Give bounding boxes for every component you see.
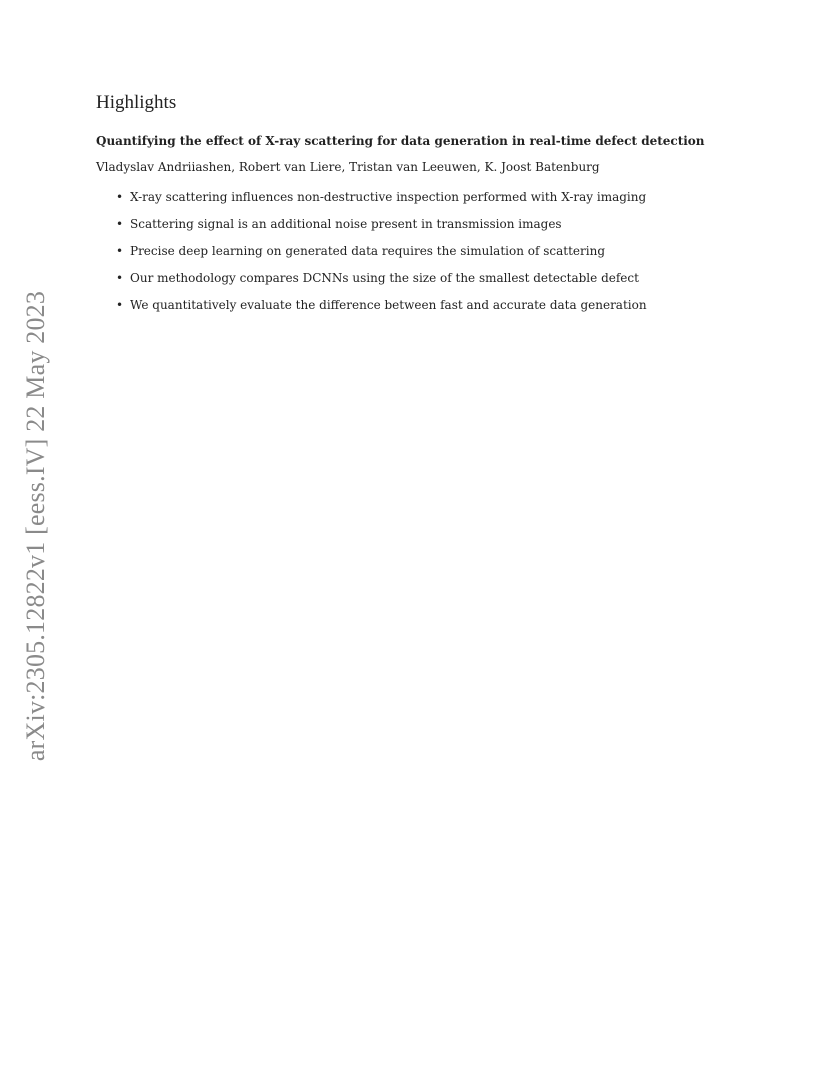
highlight-text: Scattering signal is an additional noise present in transmission images [130, 217, 562, 231]
highlights-list [96, 188, 756, 314]
paper-title: Quantifying the effect of X-ray scattering for data generation in real-time defect detection [96, 134, 705, 148]
author-list: Vladyslav Andriiashen, Robert van Liere, Tristan van Leeuwen, K. Joost Batenburg [96, 160, 600, 174]
highlight-text: Our methodology compares DCNNs using the size of the smallest detectable defect [130, 271, 639, 285]
section-heading: Highlights [96, 92, 177, 113]
bullet-icon: • [116, 217, 124, 231]
bullet-icon: • [116, 298, 124, 312]
highlight-text: Precise deep learning on generated data requires the simulation of scattering [130, 244, 605, 258]
highlight-item [116, 215, 756, 233]
bullet-icon: • [116, 271, 124, 285]
arxiv-identifier-stamp: arXiv:2305.12822v1 [eess.IV] 22 May 2023 [21, 290, 50, 762]
highlight-item [116, 242, 756, 260]
highlight-text: X-ray scattering influences non-destructive inspection performed with X-ray imaging [130, 190, 647, 204]
highlight-text: We quantitatively evaluate the difference between fast and accurate data generation [130, 298, 647, 312]
highlights-section [96, 90, 756, 323]
bullet-icon: • [116, 244, 124, 258]
highlight-item [116, 188, 756, 206]
highlight-item [116, 269, 756, 287]
highlight-item [116, 296, 756, 314]
bullet-icon: • [116, 190, 124, 204]
